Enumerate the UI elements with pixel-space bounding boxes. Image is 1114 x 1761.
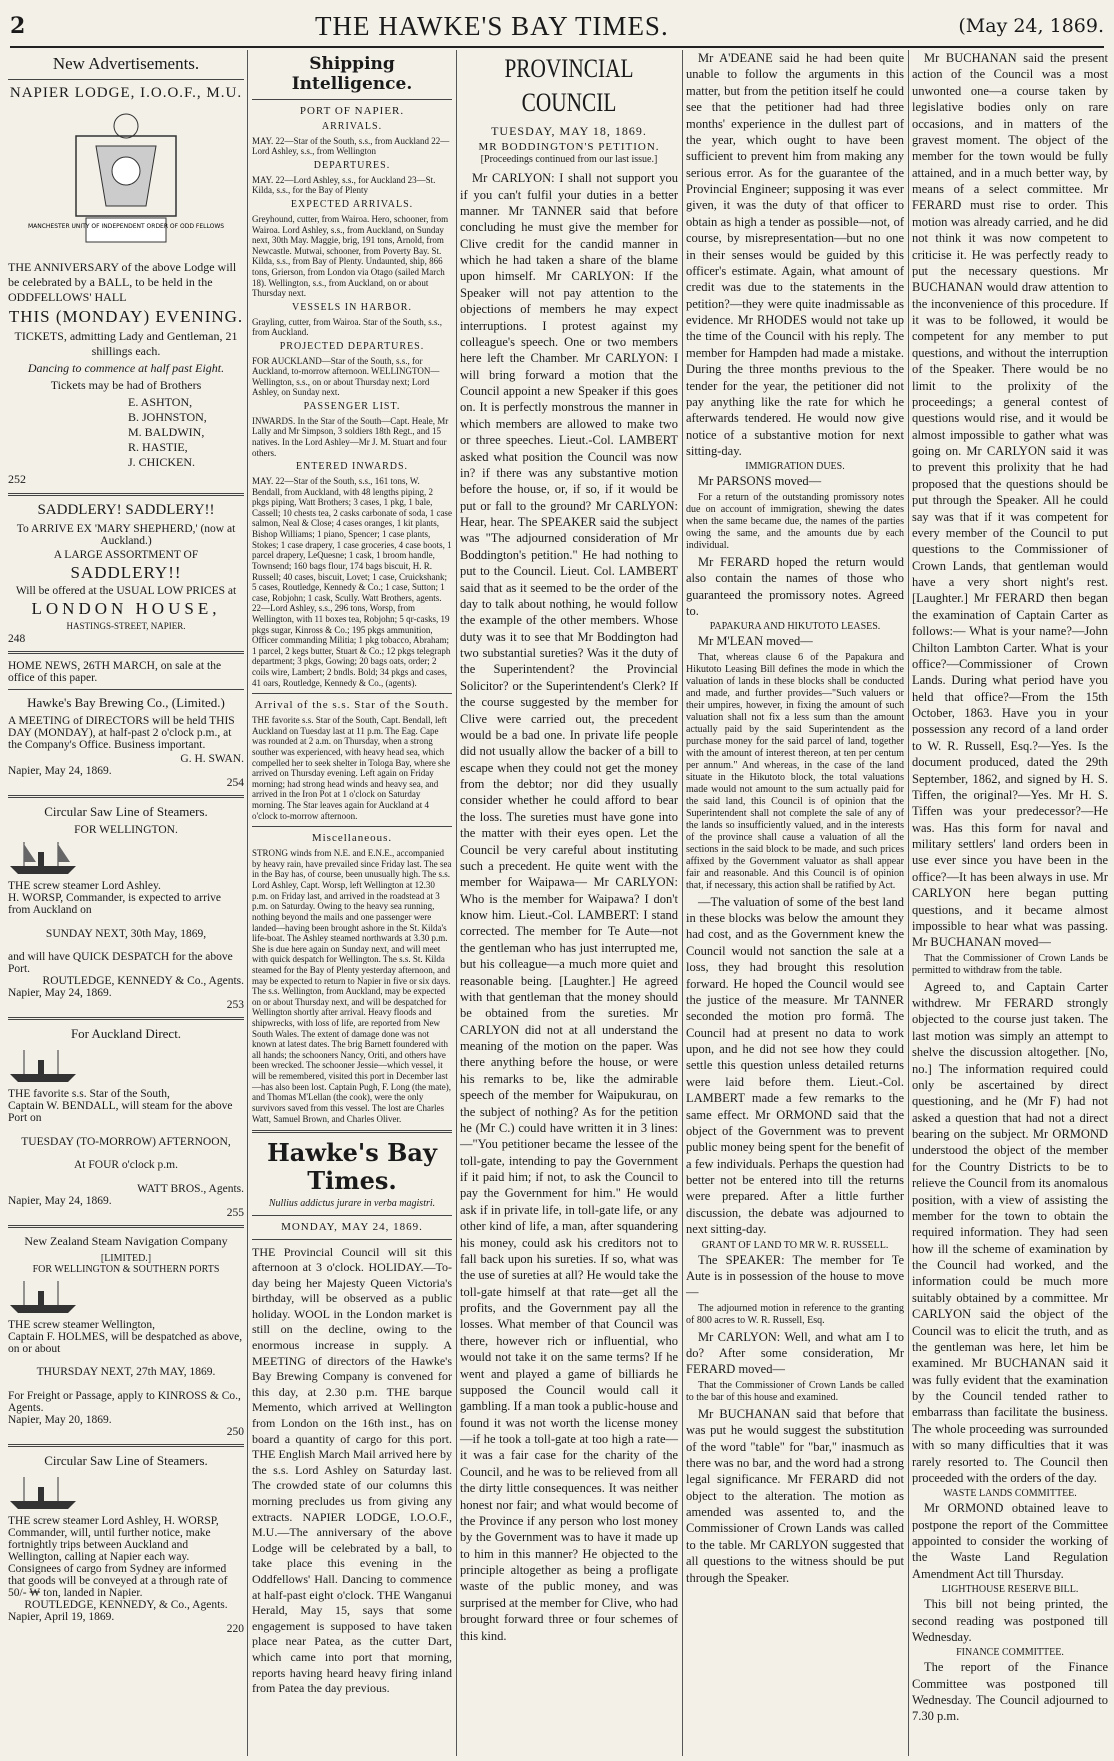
council-text: Agreed to, and Captain Carter withdrew. Mr FERARD strongly objected to the course just taken. The last motion was simply an attempt to shelve the discussion altogether. [No, no.] The information required could only be ascertained by direct questioning, and he (Mr F) had not asked a question that had not a direct bearing on the subject. Mr ORMOND understood the object of the member for the Country Districts to be to relieve the Council from its anomalous position, with a view of assisting the member for the town to obtain the required information. They had seen how ill the scheme of examination by the Council had worked, and the information could be much more suitably obtained by a committee. Mr CARLYON said the object of the Council was to elicit the truth, and as the gentleman was here, let him be examined. Mr BUCHANAN said it was fully evident that the examination by the Council tended rather to embarrass than facilitate the business. The whole proceeding was surrounded with so many difficulties that it was rarely resorted to. The Council then proceeded with the orders of the day. (912, 979, 1108, 1485)
council-text: Mr BUCHANAN said that before that was put he would suggest the substitution of the word "table" for "bar," inasmuch as there was no bar, and the word had a strong legal significance. Mr FERARD did not object to the alteration. The motion as amended was assented to, and the Commissioner of Crown Lands was called to the table. Mr CARLYON suggested that all questions to the witness should be put through the Speaker. (686, 1406, 904, 1585)
column-rule (908, 50, 909, 1756)
ashley-date: Napier, May 24, 1869. (8, 987, 112, 999)
editorial-text: THE Provincial Council will sit this afternoon at 3 o'clock. HOLIDAY.—To-day being her Majesty Queen Victoria's birthday, will be observed as a public holiday. WOOL in the London market is still on the decline, owing to the enormous increase in supply. A MEETING of directors of the Hawke's Bay Brewing Company is convened for this day, at 2.30 p.m. THE barque Memento, which arrived at Wellington from London on the 16th inst., has on board a quantity of cargo for this port. THE English March Mail arrived here by the s.s. Lord Ashley on Saturday last. The crowded state of our columns this morning precludes us from giving any extracts. NAPIER LODGE, I.O.O.F., M.U.—The anniversary of the above Lodge will be celebrated by a ball, to take place this evening in the Oddfellows' Hall. Dancing to commence at half-past eight o'clock. THE Wanganui Herald, May 15, says that some engagement is supposed to have taken place near Patea, as the cutter Dart, which came into port that morning, reports having heard heavy firing inland from Patea the day previous. (252, 1244, 452, 1696)
for-wellington: FOR WELLINGTON. (74, 824, 178, 836)
expected-text: Greyhound, cutter, from Wairoa. Hero, schooner, from Wairoa. Lord Ashley, s.s., from Auckland, on Sunday next, 30th May. Maggie, brig, 191 tons, Arnold, from Newcastle. Mutwai, schooner, from Poverty Bay. St. Kilda, s.s., from Bay of Plenty. Undaunted, ship, 866 tons, Grierson, from London via Otago (sailed March 18). Wellington, s.s., from Auckland, on or about Thursday next. (252, 213, 449, 299)
saddlery-large: A LARGE ASSORTMENT OF (53, 549, 199, 561)
newspaper-title: THE HAWKE'S BAY TIMES. (314, 10, 669, 41)
lodge-evening: THIS (MONDAY) EVENING. (8, 307, 244, 326)
steamship-icon (8, 1046, 78, 1086)
council-text: Mr CARLYON: Well, and what am I to do? After some consideration, Mr FERARD moved— (686, 1329, 904, 1377)
council-text: The SPEAKER: The member for Te Aute is in possession of the house to move— (686, 1252, 904, 1300)
home-news: HOME NEWS, 26TH MARCH, on sale at the office of this paper. (8, 660, 222, 684)
nz-steam-title: New Zealand Steam Navigation Company (24, 1233, 228, 1248)
wellington-date: Napier, May 20, 1869. (8, 1413, 112, 1426)
london-house: LONDON HOUSE, (31, 599, 221, 618)
motto: Nullius addictus jurare in verba magistri. (268, 1197, 436, 1209)
ad-number: 252 (8, 472, 26, 486)
lighthouse-heading: LIGHTHOUSE RESERVE BILL. (941, 1584, 1079, 1596)
steamship-icon (8, 1473, 78, 1513)
ad-number: 255 (226, 1206, 244, 1219)
star-time: At FOUR o'clock p.m. (74, 1159, 178, 1171)
column-rule (247, 50, 248, 1756)
arrivals-heading: ARRIVALS. (321, 121, 383, 133)
lodge-tickets: TICKETS, admitting Lady and Gentleman, 21 shillings each. (14, 329, 238, 358)
shipping-heading: Shipping Intelligence. (291, 54, 413, 95)
circular-saw-title: Circular Saw Line of Steamers. (44, 1452, 208, 1468)
immigration-heading: IMMIGRATION DUES. (745, 461, 845, 473)
mlean-moved: Mr M'LEAN moved— (698, 634, 813, 649)
ashley-body2: and will have QUICK DESPATCH for the above Port. (8, 951, 233, 975)
ashley-text: THE screw steamer Lord Ashley. (8, 880, 161, 892)
council-final-column (912, 50, 1108, 1756)
council-text: Mr ORMOND obtained leave to postpone the report of the Committee appointed to consider the working of the Waste Land Regulation Amendment Act till Thursday. (912, 1501, 1108, 1581)
steamship-icon (8, 1277, 78, 1317)
lodge-title: NAPIER LODGE, I.O.O.F., M.U. (9, 85, 243, 101)
brother-name: E. ASHTON, (128, 395, 193, 409)
brother-name: J. CHICKEN. (128, 455, 196, 469)
harbor-heading: VESSELS IN HARBOR. (292, 301, 412, 313)
projected-text: FOR AUCKLAND—Star of the South, s.s., for Auckland, to-morrow afternoon. WELLINGTON—Wellington, s.s., on or about Thursday next; Lord Ashley, on Sunday next. (252, 355, 440, 398)
brewing-text: A MEETING of DIRECTORS will be held THIS DAY (MONDAY), at half-past 2 o'clock p.m., at the Company's Office. Business important. (8, 715, 235, 751)
council-continued-column (686, 50, 904, 1756)
lodge-text: THE ANNIVERSARY of the above Lodge will be celebrated by a BALL, to be held in the ODDFELLOWS' HALL (8, 260, 237, 304)
petition-heading: MR BODDINGTON'S PETITION. (478, 140, 660, 153)
commissioner-motion: That the Commissioner of Crown Lands be called to the bar of this house and examined. (686, 1379, 904, 1403)
port-heading: PORT OF NAPIER. (299, 105, 405, 118)
grant-heading: GRANT OF LAND TO MR W. R. RUSSELL. (701, 1239, 889, 1251)
steamship-icon (8, 838, 78, 878)
projected-heading: PROJECTED DEPARTURES. (279, 340, 425, 352)
council-text: This bill not being printed, the second reading was postponed till Wednesday. (912, 1597, 1108, 1644)
ad-number: 250 (226, 1425, 244, 1438)
continued-note: [Proceedings continued from our last issue.] (480, 154, 658, 166)
star-tuesday: TUESDAY (TO-MORROW) AFTERNOON, (21, 1135, 231, 1148)
star-text: THE favorite s.s. Star of the South, (8, 1088, 170, 1100)
ad-number: 254 (226, 777, 244, 789)
issue-date: (May 24, 1869. (958, 15, 1104, 37)
council-text: Mr BUCHANAN said the present action of the Council was a most unwonted one—a course taken by legislative bodies only on rare occasions, and in matters of the gravest moment. The object of the member for the town would be fully attained, and in a much better way, by means of a select committee. Mr FERARD must rise to order. This motion was already carried, and he did not think it was now competent to criticise it. He was perfectly ready to put the necessary questions. Mr BUCHANAN would draw attention to the inconvenience of this procedure. If it was to be followed, it would be competent for any member to put questions, and without the interruption of the Speaker. There would be no limit to the prolixity of the proceedings; a general contest of questions would rise, and it would be almost impossible to gather what was going on. Mr CARLYON said it was to prevent this prolixity that he had proposed that the questions should be put through the Speaker. All he could say was that if it was competent for every member of the Council to put questions to the Commissioner of Crown Lands, that gentleman would have a very short night's rest. [Laughter.] Mr FERARD then began the examination of Captain Carter as follows:— What is your name?—John Chilton Lambton Carter. What is your office?—Commissioner of Crown Lands. During what period have you held that office?—From the 15th October, 1863. Have you in your possession any record of a land order to W. R. Russell, Esq.?—Yes. Is the document produced, dated the 29th September, 1862, and signed by H. S. Tiffen, the original?—Yes. Mr H. S. Tiffen was your predecessor?—He was. Has this form for naval and military settlers' land orders been in use ever since you have been in the office?—It has been always in use. Mr CARLYON here began putting questions, and it became almost impossible to hear what was passing. Mr BUCHANAN moved— (912, 51, 1108, 950)
arrival-heading: Arrival of the s.s. Star of the South. (254, 699, 450, 712)
ashley2-agents: ROUTLEDGE, KENNEDY, & Co., Agents. (24, 1598, 228, 1611)
misc-heading: Miscellaneous. (311, 832, 393, 845)
papakura-heading: PAPAKURA AND HIKUTOTO LEASES. (709, 621, 881, 633)
nz-limited: [LIMITED.] (100, 1252, 152, 1264)
wellington-text: THE screw steamer Wellington, (8, 1318, 156, 1331)
auckland-title: For Auckland Direct. (70, 1026, 182, 1041)
star-date: Napier, May 24, 1869. (8, 1194, 112, 1207)
brewing-date: Napier, May 24, 1869. (8, 765, 112, 777)
wellington-body: Captain F. HOLMES, will be despatched as above, on or about (8, 1330, 243, 1355)
wellington-freight: For Freight or Passage, apply to KINROSS & Co., Agents. (8, 1389, 241, 1414)
hastings-street: HASTINGS-STREET, NAPIER. (66, 621, 186, 631)
saddlery-offer: Will be offered at the USUAL LOW PRICES at (15, 585, 237, 597)
passenger-text: INWARDS. In the Star of the South—Capt. Heale, Mr Lally and Mr Simpson, 3 soldiers 18th Regt., and 15 natives. In the Lord Ashley—Mr J. M. Stuart and four others. (252, 415, 449, 458)
nz-for: FOR WELLINGTON & SOUTHERN PORTS (32, 1263, 220, 1275)
brother-name: B. JOHNSTON, (128, 410, 207, 424)
arrivals-text: MAY. 22—Star of the South, s.s., from Auckland 22—Lord Ashley, s.s., from Wellington (252, 135, 450, 157)
hawkes-bay-times-heading: Hawke's Bay Times. (267, 1138, 437, 1196)
parsons-motion: For a return of the outstanding promissory notes due on account of immigration, shewing the dates when the same became due, the names of the parties owing the same, and the amounts due by each individual. (686, 491, 904, 551)
page-number: 2 (10, 13, 26, 39)
provincial-council-heading: PROVINCIAL COUNCIL (504, 54, 634, 118)
council-text: —The valuation of some of the best land in these blocks was below the amount they had cost, and as the Government knew the Council would not sanction the sale at a loss, they had brought this resolution forward. He hoped the Council would see the justice of the measure. Mr TANNER seconded the motion pro formâ. The Council had at present no data to work upon, and he did not see how they could settle this question unless detailed returns were laid before them. Lieut.-Col. LAMBERT made a few remarks to the same effect. Mr ORMOND said that the object of the Government was to prevent public money being spent for the benefit of a few individuals. Perhaps the question had better not be entered into till the returns were prepared. After a little further discussion, the debate was adjourned to next sitting-day. (686, 894, 904, 1237)
harbor-text: Grayling, cutter, from Wairoa. Star of the South, s.s., from Auckland. (252, 316, 442, 338)
brewing-signature: G. H. SWAN. (180, 753, 244, 765)
ad-number: 248 (8, 633, 26, 645)
ferard-text: Mr FERARD hoped the return would also contain the names of those who guaranteed the promissory notes. Agreed to. (686, 554, 904, 618)
emblem-text: MANCHESTER UNITY OF INDEPENDENT ORDER OF ODD FELLOWS (27, 223, 225, 230)
provincial-council-column (460, 50, 678, 1756)
council-date: TUESDAY, MAY 18, 1869. (491, 124, 647, 139)
advertisements-column (8, 50, 244, 1756)
parsons-moved: Mr PARSONS moved— (698, 474, 822, 489)
council-text: Mr CARLYON: I shall not support you if you can't fulfil your duties in a better manner. Mr TANNER said that before concluding he must give the member for Clive credit for the candid manner in which he had taken a share of the blame upon himself. Mr CARLYON: If the Speaker will not pay attention to the objections of members he may expect interruptions. I protest against my colleague's speech. One or two members here left the Chamber. Mr CARLYON: I will bring forward a motion that the Council appoint a new Speaker if this goes on. It is perfectly monstrous the manner in which members are allowed to make two or three speeches. Lieut.-Col. LAMBERT asked what position the Council was now in? if there was any substantive motion before the house, or, if so, if it would be put or fall to the ground? Mr CARLYON: Hear, hear. The SPEAKER said the subject was "The adjourned consideration of Mr Boddington's petition." He had nothing to put to the Council. Lieut. Col. LAMBERT said that as it seemed to be the order of the day to talk about nothing, he would follow the example of the other members. Whose duty was it to see that Mr Boddington had two substantial sureties? Was it the duty of the Superintendent? the Provincial Solicitor? or the Superintendent's Clerk? If the course suggested by the member for Clive were carried out, the precedent would be a bad one. In private life people did not usually allow the backer of a bill to escape when they could not get the money from the debtor; nor did they usually consider whether he could afford to bear the loss. The sureties must have gone into the matter with their eyes open. Let the Council be very careful about instituting such a precedent. He quite went with the member for Waipawa— Mr CARLYON: Who is the member for Waipawa? I don't know him. Lieut.-Col. LAMBERT: I stand corrected. The member for Te Aute—not the gentleman who has just interrupted me, but his colleague—a much more quiet and reasonable being. [Laughter.] He agreed with that gentleman that the money should be obtained from the sureties. Mr CARLYON did not at all understand the meaning of the motion on the paper. Was there anything before the house, or were his remarks to be, like the admirable speech of the member for Waipukurau, on the subject of nothing? As for the petition he (Mr C.) could have written it in 3 lines:—"You petitioner became the lessee of the toll-gate, intending to pay the Government if it paid him; if not, to ask the Council to pay the Government for him." He would ask if in private life, in toll-gate life, or any other kind of life, a man, after squandering his money, could ask his creditors not to fall back upon his sureties. If so, what was the use of sureties at all? He would take the toll-gate himself at that rate—get all the profits, and the Government pay all the losses. What member of that Council was there, however rich or influential, who would not take it on the same terms? If he went and played a game of billiards he supposed the Council would call it gambling. If a man took a public-house and found it was not worth the license money—if he took a toll-gate at too high a rate—it was a fair case for the charity of the Council, and he was to be relieved from all the dirty little consequences. It was neither honest nor fair; and what would become of the Province if any person who lost money by the Government was to have it made up to him in this manner? He objected to the principle altogether as being a profligate waste of the public money, and was surprised at the member for Clive, who had brought forward three or four schemes of this kind. (460, 171, 678, 1643)
ashley2-text: THE screw steamer Lord Ashley, H. WORSP, Commander, will, until further notice, make fortnightly trips between Auckland and Wellington, calling at Napier each way. Consignees of cargo from Sydney are informed that goods will be conveyed at a through rate of 50/- ₩ ton, landed in Napier. (8, 1514, 228, 1599)
ad-number: 220 (226, 1622, 244, 1635)
departures-heading: DEPARTURES. (313, 160, 391, 172)
departures-text: MAY. 22—Lord Ashley, s.s., for Auckland 23—St. Kilda, s.s., for the Bay of Plenty (252, 174, 436, 196)
lodge-dancing: Dancing to commence at half past Eight. (27, 361, 225, 375)
lodge-brothers: Tickets may be had of Brothers (50, 378, 202, 392)
shipping-column (252, 50, 452, 1756)
withdraw-motion: That the Commissioner of Crown Lands be permitted to withdraw from the table. (912, 952, 1108, 976)
saddlery-title: SADDLERY! SADDLERY!! (37, 502, 215, 518)
star-body: Captain W. BENDALL, will steam for the above Port on (8, 1100, 233, 1124)
entered-heading: ENTERED INWARDS. (295, 461, 409, 473)
column-rule (682, 50, 683, 1756)
circular-saw-title: Circular Saw Line of Steamers. (44, 804, 208, 819)
brewing-title: Hawke's Bay Brewing Co., (Limited.) (27, 695, 225, 710)
arrival-text: THE favorite s.s. Star of the South, Capt. Bendall, left Auckland on Tuesday last at 11 p.m. The Eag. Cape was rounded at 2 a.m. on Thursday, when a strong souther was experienced, with heavy head sea, which compelled her to seek shelter in Tologa Bay, where she arrived on Thursday evening. Left again on Friday morning; had strong head winds and heavy sea, and arrived in the Iron Pot at 1 o'clock on Saturday morning. The Star leaves again for Auckland at 4 o'clock to-morrow afternoon. (252, 715, 451, 821)
column-rule (456, 50, 457, 1756)
mlean-motion: That, whereas clause 6 of the Papakura and Hikutoto Leasing Bill defines the mode in which the valuation of lands in these blocks shall be conducted and made, and further provides—"Such valuers or their umpires, however, in fixing the amount of such valuation shall not fix a less sum than the amount actually paid by the said Superintendent as the purchase money for the said parcel of land, together with the amount of interest thereon, at ten per centum per annum." And whereas, in the case of the land situate in the Hikutoto block, the total valuations made would not amount to the sum actually paid for the said land, this Council is of opinion that the Superintendent shall not complete the sale of any of the lands so insufficiently valued, and in the interests of the province shall cause a valuation of all the sections in the said block to be made, and such prices affixed by the Government valuator as shall appear fair and reasonable. And this Council is of opinion that, if necessary, this action shall be ratified by Act. (686, 651, 904, 891)
ashley-agents: ROUTLEDGE, KENNEDY & Co., Agents. (42, 975, 244, 987)
finance-heading: FINANCE COMMITTEE. (956, 1647, 1064, 1659)
ad-number: 253 (226, 999, 244, 1011)
waste-lands-heading: WASTE LANDS COMMITTEE. (943, 1488, 1077, 1500)
expected-heading: EXPECTED ARRIVALS. (290, 199, 414, 211)
editorial-date: MONDAY, MAY 24, 1869. (281, 1220, 423, 1233)
passenger-heading: PASSENGER LIST. (303, 401, 401, 413)
new-ads-heading: New Advertisements. (52, 54, 200, 73)
ashley-body: H. WORSP, Commander, is expected to arrive from Auckland on (8, 892, 221, 916)
misc-text: STRONG winds from N.E. and E.N.E., accompanied by heavy rain, have prevailed since Friday last. The sea in the Bay has, of course, been unusually high. The s.s. Lord Ashley, Capt. Worsp, left Wellington at 12.30 p.m. on Friday last, and arrived in the roadstead at 3 p.m. on Saturday. Owing to the heavy sea running, nothing beyond the mails and one passenger were landed—having been brought ashore in the St. Kilda's life-boat. The Ashley steamed northwards at 3.30 p.m. She is due here again on Sunday next, and will meet with quick despatch for Wellington. The s.s. St. Kilda steamed for the Bay of Plenty yesterday afternoon, and may be expected to return to Napier in five or six days. The s.s. Wellington, from Auckland, may be expected on or about Thursday next, and will be despatched for Wellington shortly after arrival. Heavy floods and shipwrecks, with loss of life, are reported from New South Wales. The extent of damage done was not known at latest dates. The brig Barnett foundered with all hands; the schooners Nancy, Oriti, and others have been wrecked. The schooner Jessie—which vessel, it will be remembered, visited this port in December last—has also been lost. Captain Pugh, F. Long (the mate), and Thomas M'Lellan (the cook), were the only survivors saved from this vessel. The lost are Charles Watt, Samuel Brown, and Charles Oliver. (252, 848, 452, 1124)
ashley2-date: Napier, April 19, 1869. (8, 1610, 115, 1623)
council-text: The report of the Finance Committee was postponed till Wednesday. The Council adjourned to 7.30 p.m. (912, 1660, 1108, 1724)
brother-name: M. BALDWIN, (128, 425, 205, 439)
entered-text: MAY. 22—Star of the South, s.s., 161 tons, W. Bendall, from Auckland, with 48 lengths piping, 2 pkgs piping, Watt Brothers; 3 cases, 1 pkg, 1 bale, Cassell; 10 chests tea, 2 casks carbonate of soda, 1 case salmon, Neal & Close; 4 cases oranges, 1 kit plants, Bishop Williams; 1 piano, Spencer; 1 case plants, Stokes; 1 case drapery, 1 case groceries, 4 case boots, 1 parcel drapery, LeQuesne; 1 cask, 1 broom handle, Townsend; 160 bags flour, 174 bags biscuit, H. R. Russell; 40 cases, biscuit, Lovet; 1 case, Cruickshank; 5 cases, Routledge, Kennedy & Co.; 1 case, Sutton; 1 case, Robjohn; 1 cask, Scully. Watt Brothers, agents. 22—Lord Ashley, s.s., 296 tons, Worsp, from Wellington, with 11 boxes tea, Robjohn; 5 qr-casks, 19 pkgs sugar, Kinross & Co.; 195 pkgs ammunition, Officer commanding Militia; 1 pkg tobacco, Abraham; 1 parcel, 2 kegs butter, Stuart & Co.; 12 pkgs telegraph department; 3 pkgs, Gowing; 20 bags oats, order; 2 coils wire, Lambert; 2 bndls. Bold; 34 pkgs and cases, 41 oars, Routledge, Kennedy & Co., (agents). (252, 476, 452, 688)
brother-name: R. HASTIE, (128, 440, 188, 454)
adjourned-motion: The adjourned motion in reference to the granting of 800 acres to W. R. Russell, Esq. (686, 1302, 904, 1326)
ashley-sunday: SUNDAY NEXT, 30th May, 1869, (45, 927, 207, 940)
star-agents: WATT BROS., Agents. (137, 1182, 244, 1195)
council-text: Mr A'DEANE said he had been quite unable to follow the arguments in this matter, but from the petition itself he could see that the petitioner had had three months' experience in the dullest part of the year, which ought to have been sufficient to prevent him from making any serious error. As for the guarantee of the Provincial Engineer; supposing it was ever given, it was the duty of that officer to obtain as high a tender as possible—not, of course, by misrepresentation—but no one in their senses would be guided by this officer's estimate. Again, what amount of credit was due to the statements in the petition?—they were quite inadmissable as evidence. Mr RHODES would not take up the time of the Council with his reply. The member for Hampden had made a mistake. During the three months previous to the tender for the year, the petitioner did not pay anything like the rate for which he afterwards tendered. He would now give notice of a substantive motion for next sitting-day. (686, 51, 904, 458)
saddlery-arrive: To ARRIVE EX 'MARY SHEPHERD,' (now at Auckland.) (16, 523, 236, 547)
masthead (10, 6, 1104, 48)
wellington-thursday: THURSDAY NEXT, 27th MAY, 1869. (36, 1366, 216, 1378)
saddlery-word: SADDLERY!! (70, 563, 182, 582)
oddfellows-emblem-icon (27, 106, 225, 256)
